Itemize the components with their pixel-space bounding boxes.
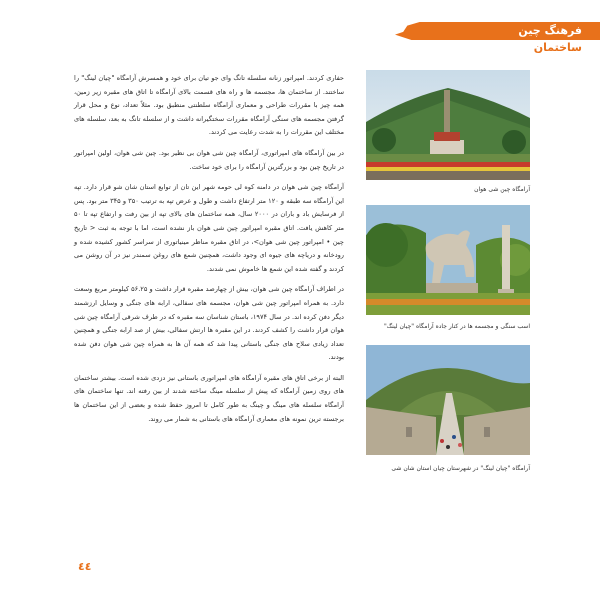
section-title: فرهنگ چین — [518, 24, 582, 37]
photo-stone-horse — [366, 205, 530, 315]
paragraph: در اطراف آرامگاه چین شی هوان، بیش از چهارصد مقبره قرار داشت و ۵۶.۲۵ کیلومتر مربع وسعت دارد. به همراه امپراتور چین شی هوان، مجسمه های سفالی، ارابه های جنگی و وسایل ارزشمند دیگر دفن کرده اند. در سال ۱۹۷۴، باستان شناسان سه مقبره که در طرف شرقی آرامگاه چین شی هوان قرار داشت را کشف کردند. در این مقبره ها ارتش سفالی، بیش از صد ارابه جنگی و همچنین تعداد زیادی سلاح های جنگی باستانی پیدا شد که همه آن ها به همراه چین شی هوان دفن شده بودند. — [74, 285, 344, 362]
caption-photo-3: آرامگاه "چیان لینگ" در شهرستان چیان استان شان شی — [391, 465, 530, 472]
paragraph: آرامگاه چین شی هوان در دامنه کوه لی حومه شهر این تان از توابع استان شان شو قرار دارد. تپه این آرامگاه سه طبقه و ۱۲۰ متر ارتفاع داشت و طول و عرض تپه به ترتیب ۳۵۰ و ۳۴۵ متر بود. پس از فرسایش باد و باران در ۲۰۰۰ سال، همه ساختمان های بالای تپه از بین رفت و ارتفاع تپه تا ۵۰ متر کاهش یافت. اتاق مقبره امپراتور چین شی هوان باز نشده است، اما با توجه به ثبت < تاریخ چین • امپراتور چین شی هوان>، در اتاق مقبره مناظر مینیاتوری از سراسر کشور کشیده شده و رودخانه و دریاچه های جیوه ای وجود داشت، همچنین شمع های روغن سمندر نیز در آن روشن می کردند و گفته شده این شمع ها خاموش نمی شدند. — [74, 183, 344, 273]
page-number: ٤٤ — [78, 560, 92, 573]
photo-spirit-way — [366, 345, 530, 455]
paragraph: حفاری کردند. امپراتور زنانه سلسله تانگ وای جو تیان برای خود و همسرش آرامگاه "چیان لینگ" را ساختند. از ساختمان ها، مجسمه ها و راه های قسمت بالای آرامگاه تا اتاق های مقبره زیر زمین، همه چیز با مقررات طراحی و معماری آرامگاه سلطنتی منطبق بود. مثلاً تعداد، نوع و محل قرار گرفتن مجسمه های سنگی آرامگاه مقررات سختگیرانه داشت و از سلسله تانگ به بعد، سلسله های مختلف این مقررات را به شدت رعایت می کردند. — [74, 74, 344, 137]
body-text — [74, 72, 344, 433]
photo-mausoleum-hill — [366, 70, 530, 180]
paragraph: البته از برخی اتاق های مقبره آرامگاه های امپراتوری باستانی نیز دزدی شده است. بیشتر ساختمان های روی زمین آرامگاه که پیش از سلسله مینگ ساخته شدند از بین رفته اند. تنها ساختمان های آرامگاه سلسله های مینگ و چینگ به طور کامل تا امروز حفظ شده و بعضی از این ساختمان ها برجسته ترین نمونه های معماری آرامگاه های باستانی به شمار می روند. — [74, 373, 344, 423]
caption-photo-1: آرامگاه چین شی هوان — [474, 186, 530, 193]
caption-photo-2: اسب سنگی و مجسمه ها در کنار جاده آرامگاه "چیان لینگ" — [384, 323, 530, 330]
paragraph: در بین آرامگاه های امپراتوری، آرامگاه چین شی هوان بی نظیر بود. چین شی هوان، اولین امپراتور در تاریخ چین بود و بزرگترین آرامگاه را برای خود ساخت. — [74, 148, 344, 171]
section-subtitle: ساختمان — [533, 41, 582, 54]
